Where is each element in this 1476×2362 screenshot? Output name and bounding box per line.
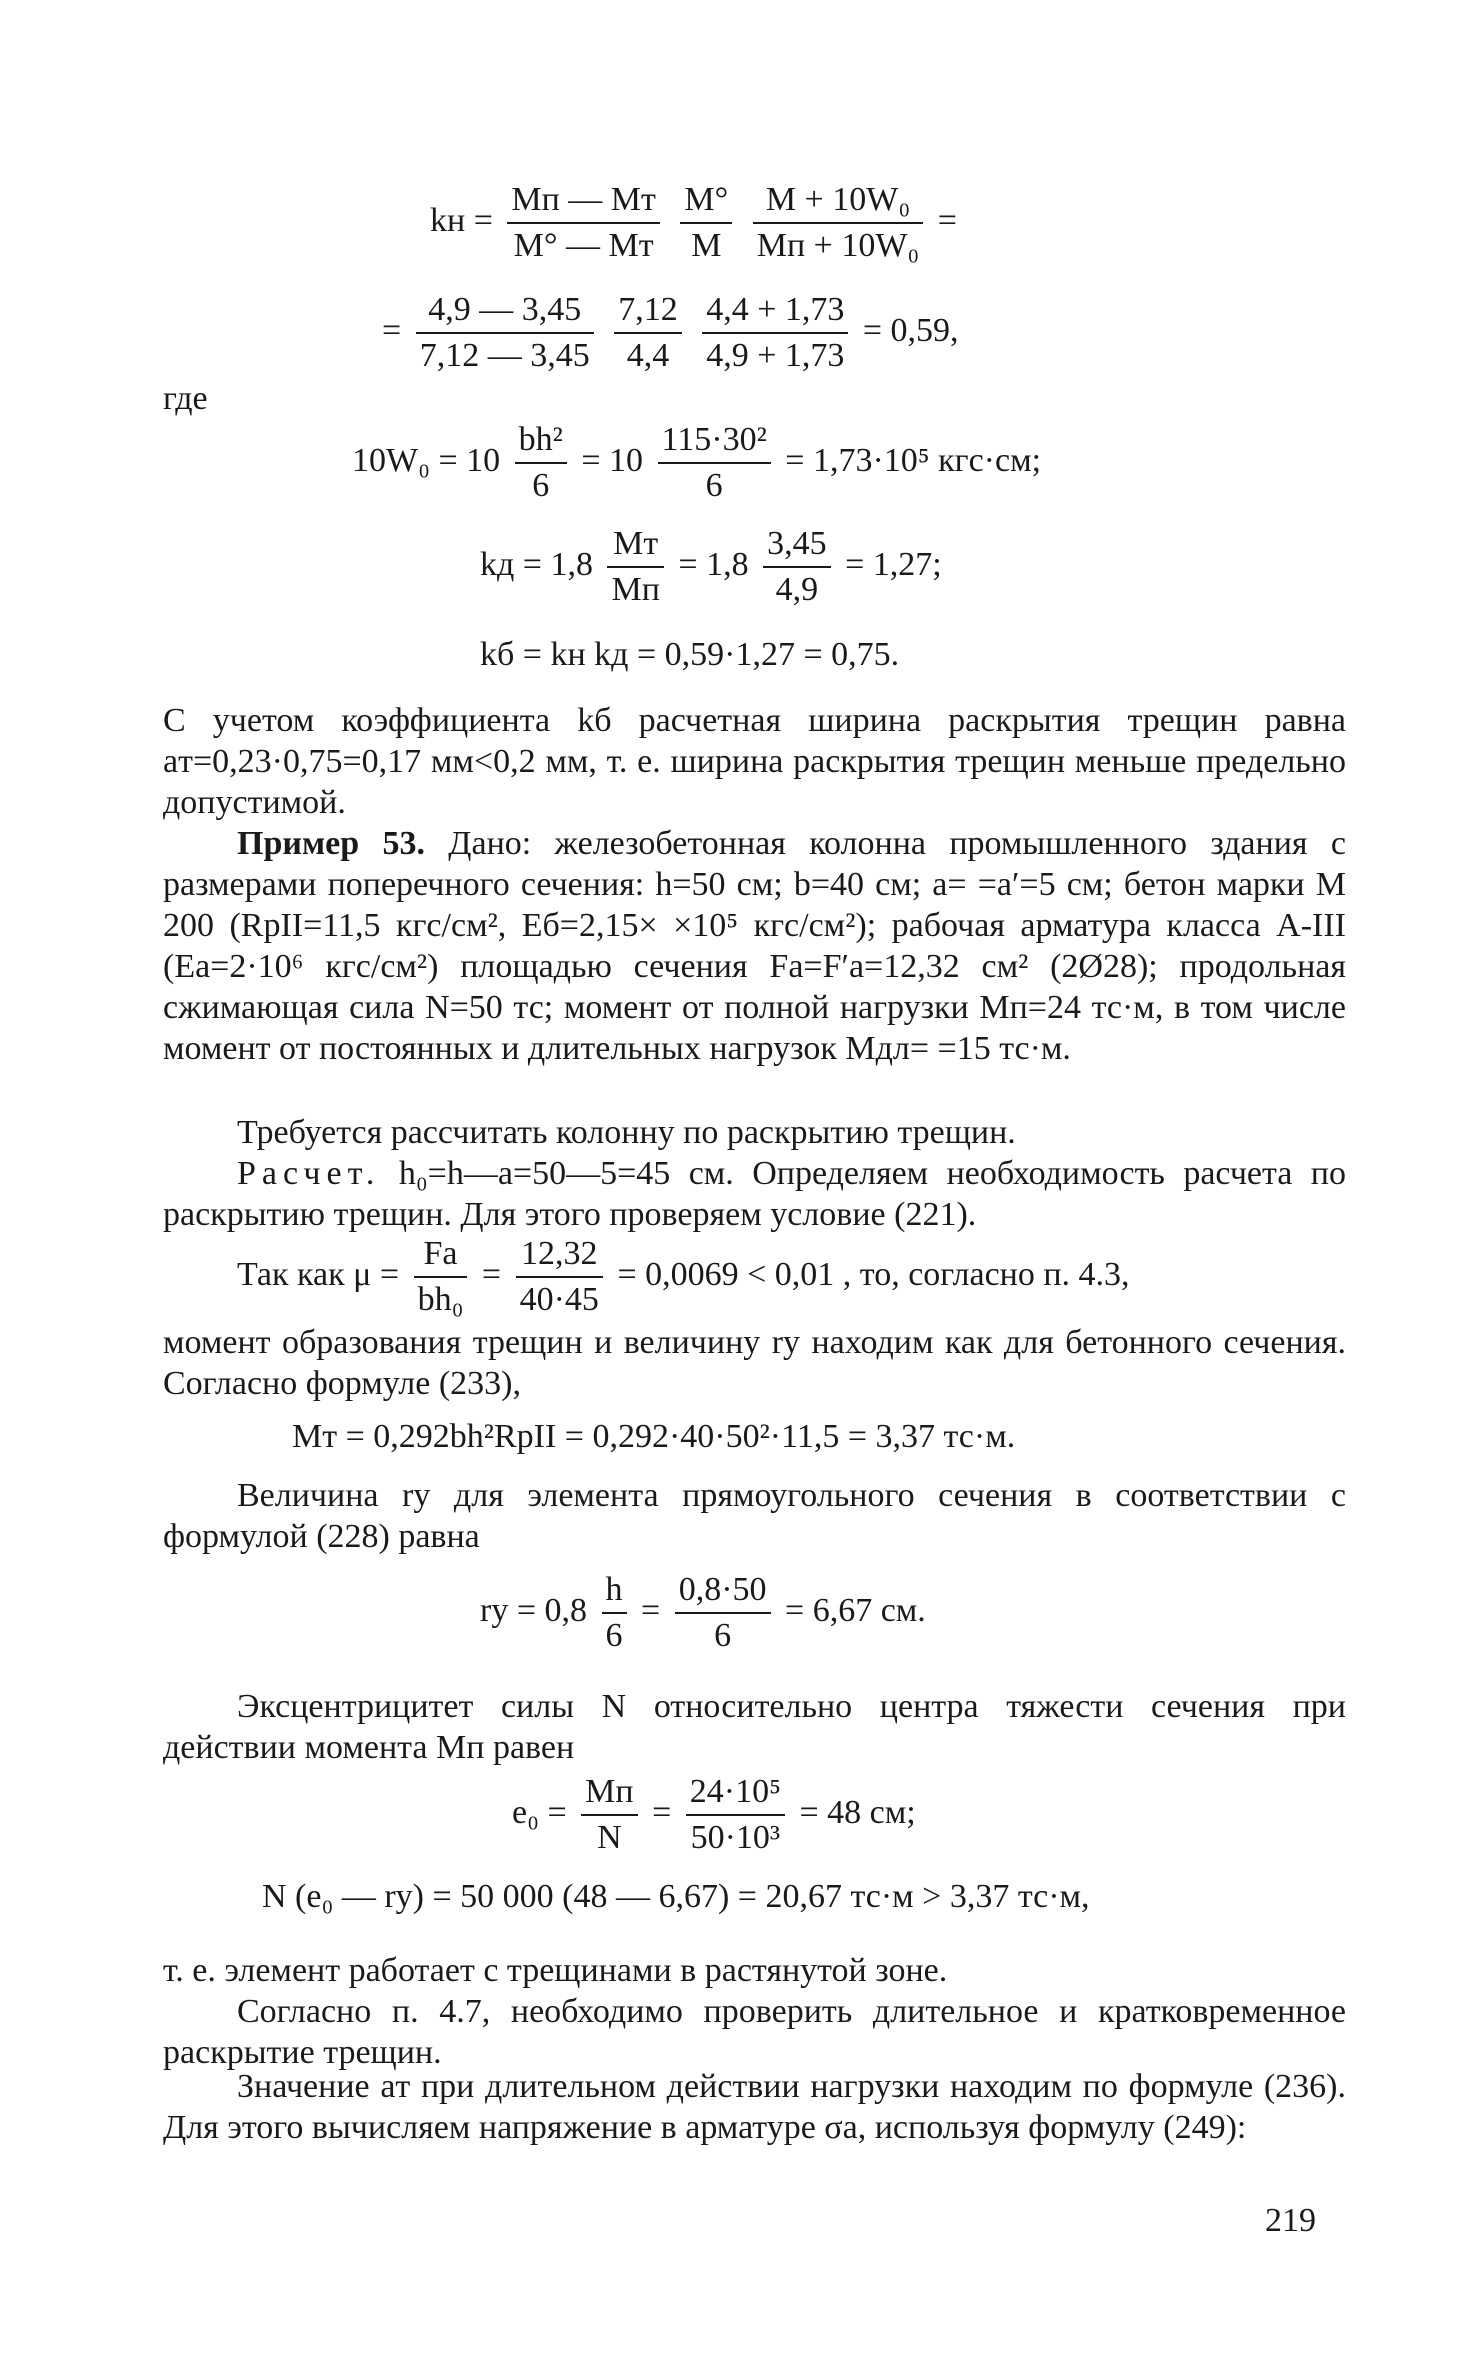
fraction [515,418,567,508]
eq-lhs: rу = 0,8 [480,1591,587,1629]
eq-tail: = 0,59, [862,311,959,349]
equation-n: N (e₀ — rу) = 50 000 (48 — 6,67) = 20,67 тс·м > 3,37 тс·м, [262,1878,1090,1915]
fraction [680,178,732,268]
denominator: 6 [705,467,723,504]
denominator: 4,4 [626,337,670,374]
eq-tail: = [937,201,957,239]
denominator: 4,9 + 1,73 [706,337,845,374]
paragraph-crack-width: С учетом коэффициента kб расчетная ширина раскрытия трещин равна aт=0,23·0,75=0,17 мм<0,2 мм, т. е. ширина раскрытия трещин меньше предельно допустимой. [163,702,1346,821]
denominator: 6 [714,1617,732,1654]
fraction [416,288,594,378]
denominator: 6 [605,1617,623,1654]
page-number: 219 [1265,2202,1316,2239]
eq-mid: = [641,1591,661,1629]
fraction [675,1568,771,1658]
fraction [414,1232,468,1322]
fraction [581,1770,637,1860]
equation-kb: kб = kн kд = 0,59·1,27 = 0,75. [480,636,900,673]
numerator: Mп [581,1770,637,1816]
paragraph-example-53 [163,823,1346,1069]
fraction [753,178,924,268]
eq-mid: = 10 [581,441,644,479]
eq-mid: = 1,8 [678,545,749,583]
numerator: h [602,1568,627,1614]
paragraph-calculation [163,1153,1346,1235]
equation-w0 [352,418,1041,508]
numerator: Mт [607,522,663,568]
denominator: 6 [532,467,550,504]
denominator: Mп [611,571,660,608]
numerator: M + 10W₀ [753,178,924,224]
equation-ry [480,1568,926,1658]
eq-lhs: 10W₀ = 10 [352,441,501,479]
eq-tail: = 0,0069 < 0,01 , то, согласно п. 4.3, [617,1255,1130,1293]
fraction [614,288,682,378]
eq-lhs: kд = 1,8 [480,545,593,583]
equation-kd [480,522,942,612]
paragraph-long-term: Значение aт при длительном действии нагрузки находим по формуле (236). Для этого вычисляем напряжение в арматуре σа, используя формулу (249): [163,2068,1346,2146]
numerator: Mп — Mт [507,178,660,224]
paragraph-ry: Величина rу для элемента прямоугольного сечения в соответствии с формулой (228) равна [163,1477,1346,1555]
calculation-body: h₀=h—a=50—5=45 см. Определяем необходимость расчета по раскрытию трещин. Для этого проверяем условие (221). [163,1155,1346,1233]
numerator: 4,4 + 1,73 [702,288,848,334]
eq-tail: = 1,27; [845,545,942,583]
eq-lhs: e₀ = [512,1793,567,1831]
calculation-heading: Расчет. [237,1155,381,1192]
example-heading: Пример 53. [237,825,425,862]
paragraph-tension-zone: т. е. элемент работает с трещинами в растянутой зоне. [163,1952,948,1989]
fraction [686,1770,785,1860]
paragraph-moment: момент образования трещин и величину rу находим как для бетонного сечения. Согласно формуле (233), [163,1324,1346,1402]
denominator: 7,12 — 3,45 [419,337,590,374]
eq-lhs: Так как μ = [237,1255,400,1293]
equation-kn-line1 [430,178,957,268]
numerator: 3,45 [763,522,831,568]
numerator: 12,32 [516,1232,603,1278]
denominator: N [597,1819,622,1856]
example-body: Дано: железобетонная колонна промышленного здания с размерами поперечного сечения: h=50 см; b=40 см; a= =a′=5 см; бетон марки М 200 (RpII=11,5 кгс/см², Eб=2,15× ×10⁵ кгс/см²); рабочая арматура класса А-III (Eа=2·10⁶ кгс/см²) площадью сечения Fа=F′а=12,32 см² (2Ø28); продольная сжимающая сила N=50 тс; момент от полной нагрузки Mп=24 тс·м, в том числе момент от постоянных и длительных нагрузок Mдл= =15 тс·м. [163,825,1346,1067]
denominator: 4,9 [775,571,819,608]
numerator: Fа [414,1232,468,1278]
paragraph-check: Согласно п. 4.7, необходимо проверить длительное и кратковременное раскрытие трещин. [163,1993,1346,2071]
equation-e0 [512,1770,916,1860]
paragraph-required: Требуется рассчитать колонну по раскрытию трещин. [237,1114,1016,1151]
where-label: где [163,380,208,417]
equation-mt: Mт = 0,292bh²RpII = 0,292·40·50²·11,5 = 3,37 тс·м. [292,1418,1016,1455]
numerator: bh² [515,418,567,464]
numerator: 4,9 — 3,45 [416,288,594,334]
eq-mid: = [652,1793,672,1831]
denominator: Mп + 10W₀ [756,227,920,264]
eq-mid: = [481,1255,502,1293]
fraction [507,178,660,268]
eq-tail: = 1,73·10⁵ кгс·см; [785,441,1042,479]
fraction [658,418,771,508]
denominator: 50·10³ [690,1819,781,1856]
numerator: 115·30² [658,418,771,464]
numerator: 24·10⁵ [686,1770,785,1816]
numerator: 0,8·50 [675,1568,771,1614]
equation-kn-line2 [382,288,959,378]
fraction [763,522,831,612]
fraction [602,1568,627,1658]
paragraph-eccentricity: Эксцентрицитет силы N относительно центра тяжести сечения при действии момента Mп равен [163,1688,1346,1766]
denominator: 40·45 [519,1281,599,1318]
fraction [516,1232,603,1322]
fraction [607,522,663,612]
denominator: M [691,227,722,264]
fraction [702,288,848,378]
denominator: M° — Mт [513,227,654,264]
denominator: bh₀ [417,1281,464,1318]
eq-tail: = 6,67 см. [785,1591,926,1629]
numerator: M° [680,178,732,224]
eq-tail: = 48 см; [799,1793,916,1831]
eq-lhs: = [382,311,402,349]
numerator: 7,12 [614,288,682,334]
eq-lhs: kн = [430,201,493,239]
equation-mu [237,1232,1130,1322]
